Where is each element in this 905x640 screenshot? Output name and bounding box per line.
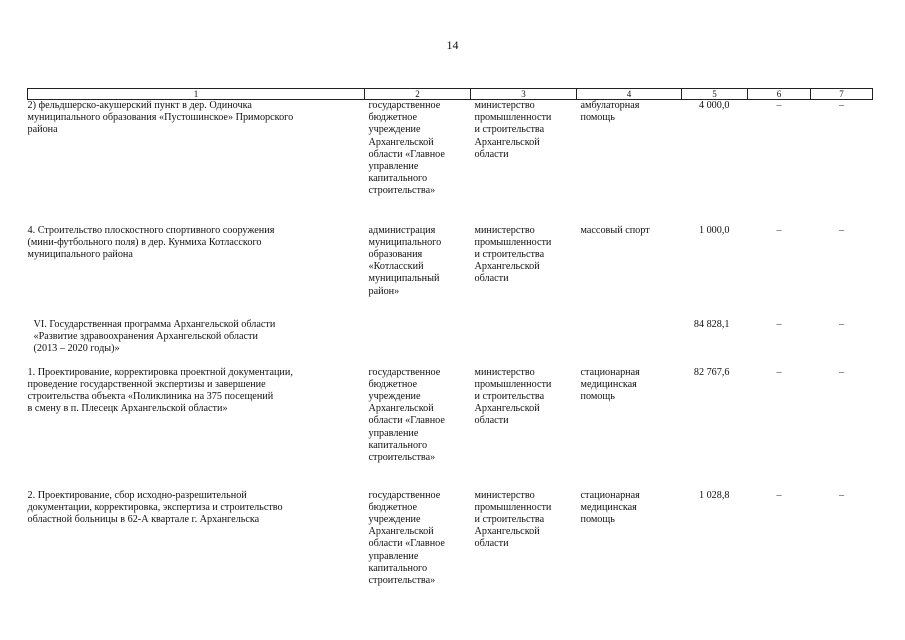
table-row	[28, 225, 873, 319]
customer-cell: администрация муниципального образования «Котласский муниципальный район»	[368, 224, 442, 297]
customer-cell: государственное бюджетное учреждение Архангельской области «Главное управление капитального строительства»	[368, 100, 445, 197]
customer-cell: государственное бюджетное учреждение Архангельской области «Главное управление капитального строительства»	[368, 366, 445, 463]
object-name: 2) фельдшерско-акушерский пункт в дер. Одиночка муниципального образования «Пустошинское» Приморского района	[27, 100, 294, 136]
program-title: VI. Государственная программа Архангельской области «Развитие здравоохранения Архангельской области (2013 – 2020 годы)»	[33, 318, 276, 354]
sector-cell: массовый спорт	[580, 224, 650, 236]
customer-cell: государственное бюджетное учреждение Архангельской области «Главное управление капитального строительства»	[368, 489, 445, 586]
object-name: 4. Строительство плоскостного спортивного сооружения (мини-футбольного поля) в дер. Кунмиха Котласского муниципального района	[27, 224, 275, 260]
col6-cell: –	[776, 366, 782, 378]
ministry-cell: министерство промышленности и строительства Архангельской области	[474, 366, 552, 427]
col7-cell: –	[838, 224, 845, 236]
investment-objects-table	[27, 88, 873, 600]
amount-cell: 82 767,6	[693, 366, 730, 378]
col7-cell: –	[838, 318, 845, 330]
page-number: 14	[446, 38, 459, 52]
sector-cell: стационарная медицинская помощь	[580, 489, 640, 525]
sector-cell: стационарная медицинская помощь	[580, 366, 640, 402]
col6-cell: –	[776, 489, 782, 501]
sector-cell: амбулаторная помощь	[580, 100, 640, 124]
amount-cell: 84 828,1	[693, 318, 730, 330]
column-header: 5	[682, 89, 748, 100]
amount-cell: 4 000,0	[698, 100, 730, 111]
col6-cell: –	[776, 318, 782, 330]
column-header: 3	[471, 89, 577, 100]
column-number-header	[28, 89, 873, 100]
ministry-cell: министерство промышленности и строительства Архангельской области	[474, 489, 552, 550]
col7-cell: –	[838, 100, 845, 111]
col7-cell: –	[838, 489, 845, 501]
column-header: 6	[748, 89, 811, 100]
ministry-cell: министерство промышленности и строительства Архангельской области	[474, 100, 552, 160]
table-row	[28, 490, 873, 600]
table-row	[28, 367, 873, 490]
ministry-cell: министерство промышленности и строительства Архангельской области	[474, 224, 552, 285]
col7-cell: –	[838, 366, 845, 378]
column-header: 7	[811, 89, 873, 100]
amount-cell: 1 000,0	[698, 224, 730, 236]
col6-cell: –	[776, 100, 782, 111]
object-name: 1. Проектирование, корректировка проектной документации, проведение государственной экспертизы и завершение строительства объекта «Поликлиника на 375 посещений в смену в п. Плесецк Архангельской области»	[27, 366, 293, 415]
column-header: 4	[577, 89, 682, 100]
column-header: 2	[365, 89, 471, 100]
table-row	[28, 319, 873, 367]
table-row	[28, 100, 873, 225]
column-header: 1	[28, 89, 365, 100]
object-name: 2. Проектирование, сбор исходно-разрешительной документации, корректировка, экспертиза и строительство областной больницы в 62-А квартале г. Архангельска	[27, 489, 283, 525]
amount-cell: 1 028,8	[698, 489, 730, 501]
col6-cell: –	[776, 224, 782, 236]
